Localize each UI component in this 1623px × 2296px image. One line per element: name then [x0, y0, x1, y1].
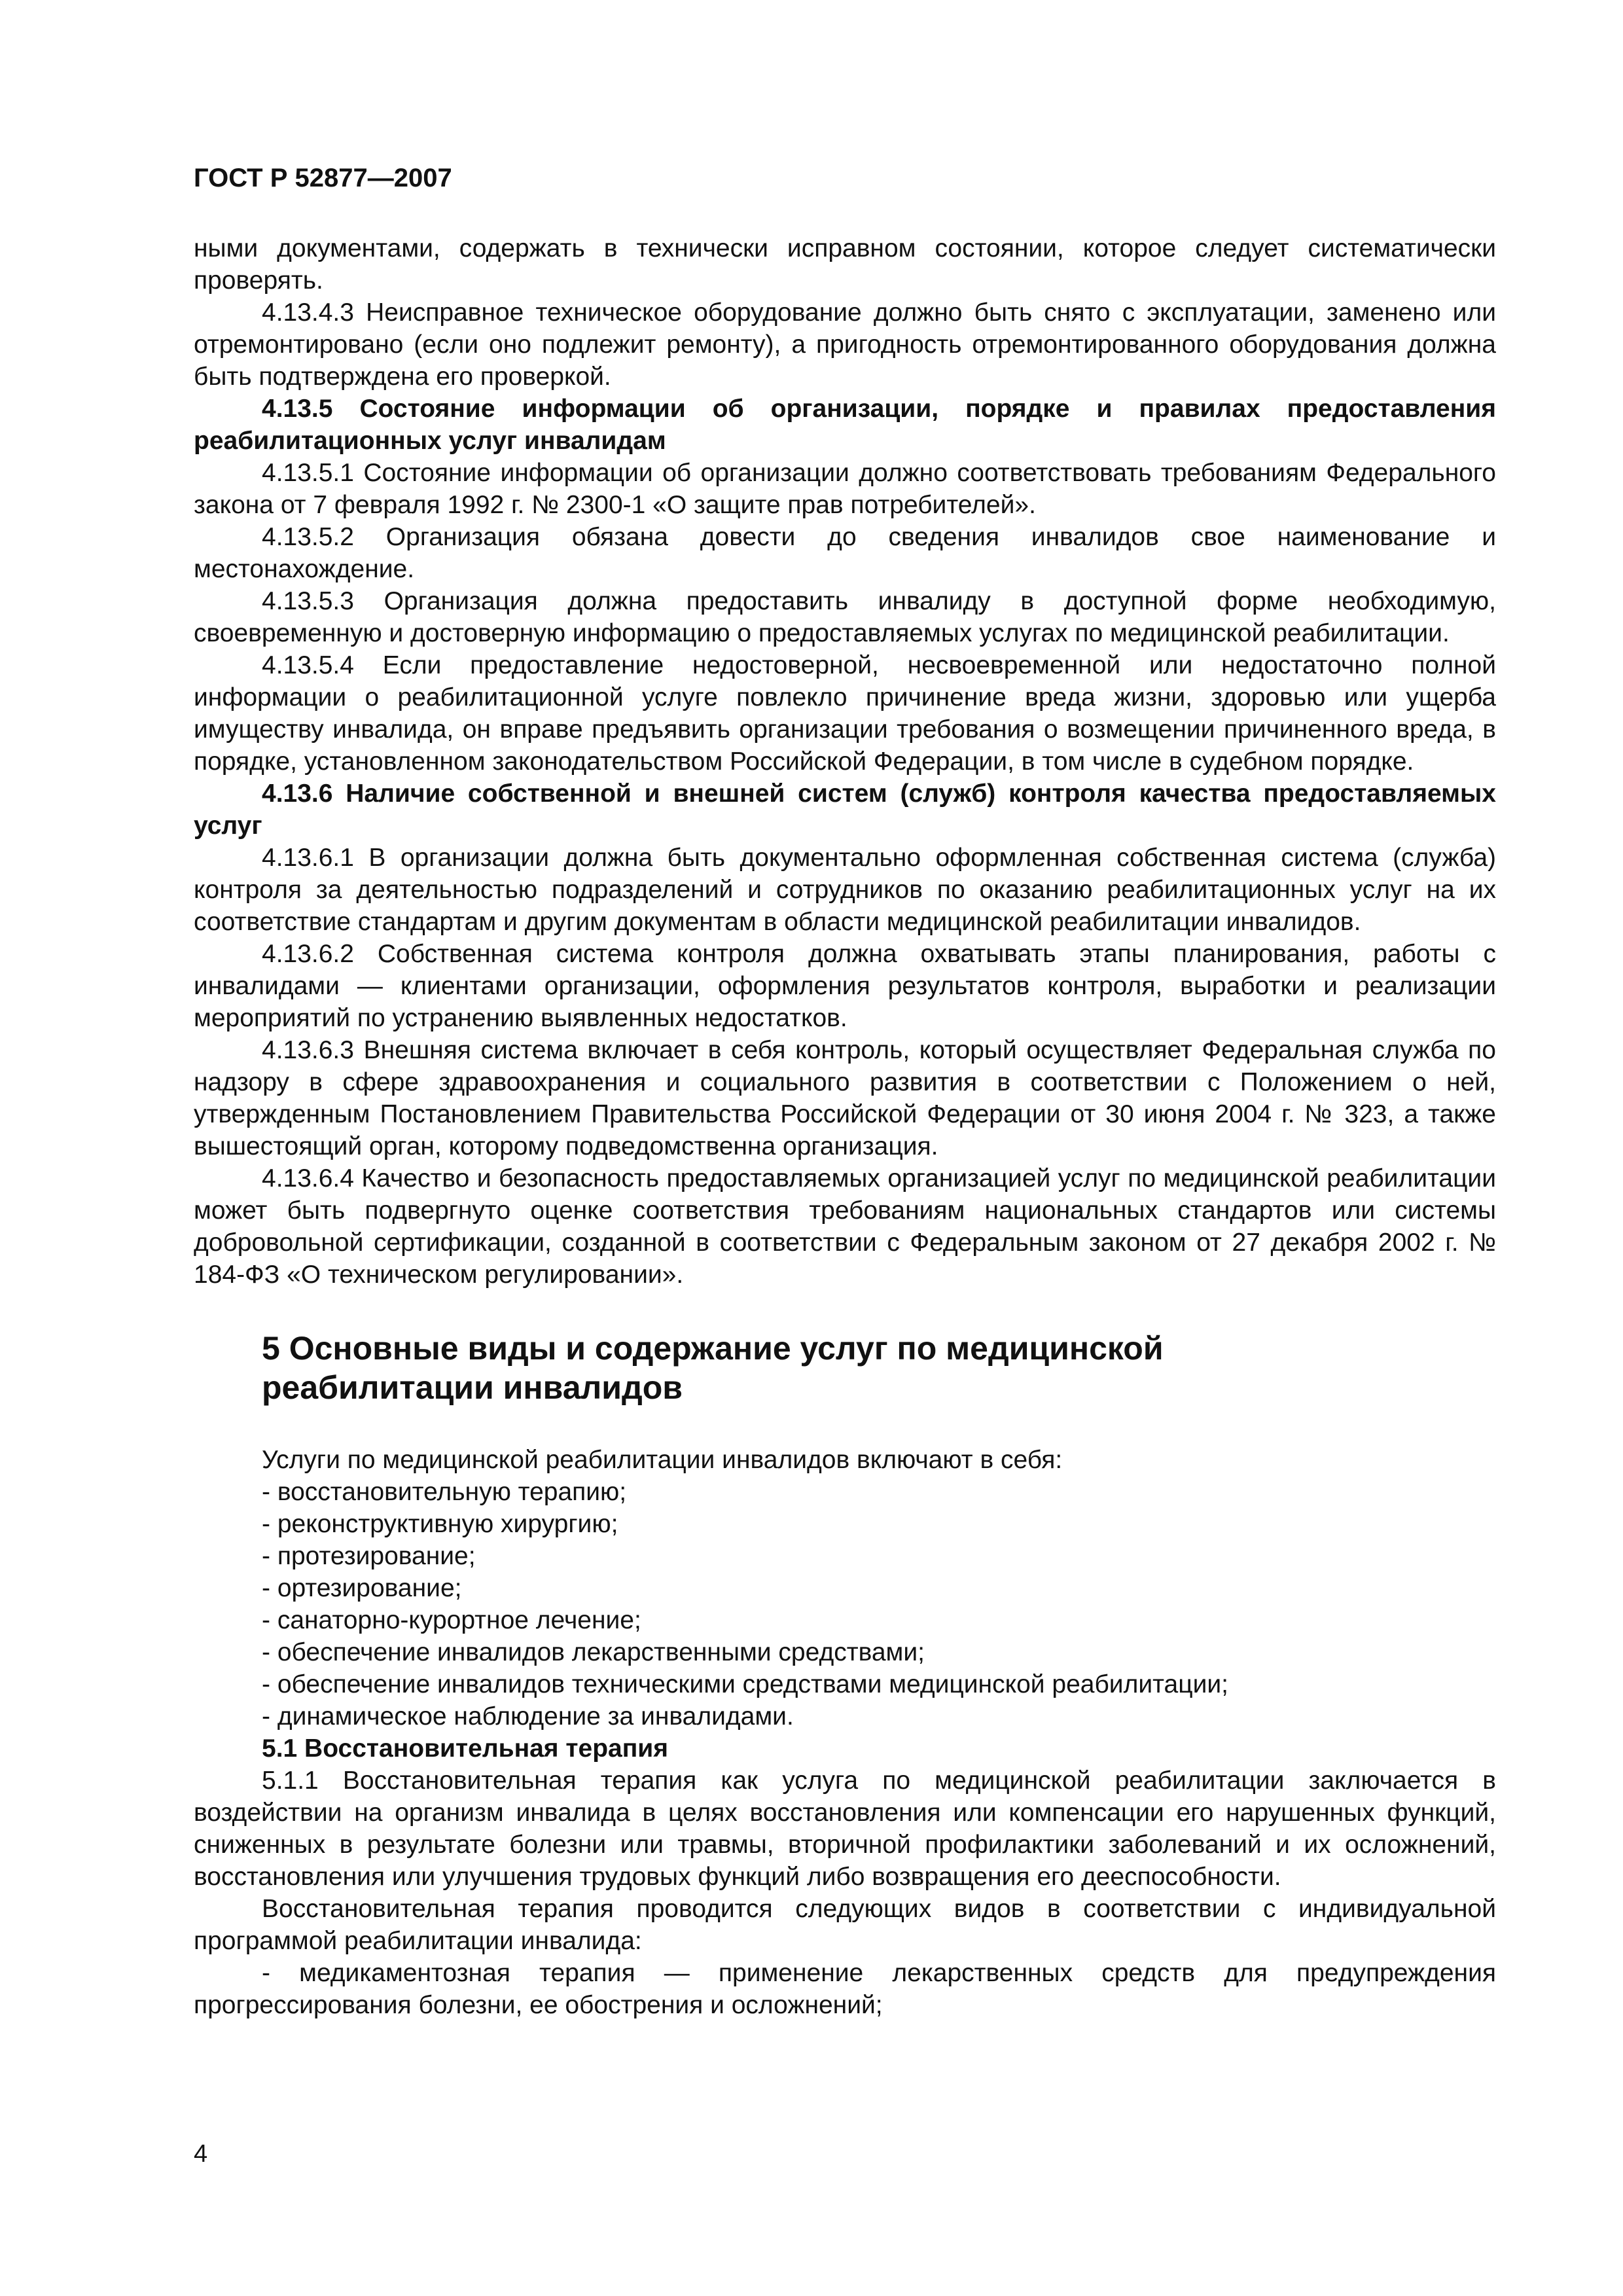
paragraph: 4.13.5.2 Организация обязана довести до сведения инвалидов свое наименование и местонахождение.: [194, 523, 1496, 583]
page-number: 4: [194, 2140, 208, 2168]
section-heading: 5 Основные виды и содержание услуг по медицинской реабилитации инвалидов: [262, 1330, 1164, 1406]
intro-paragraph: Услуги по медицинской реабилитации инвалидов включают в себя:: [262, 1446, 1063, 1474]
list-item: - протезирование;: [262, 1542, 476, 1570]
list-item: - реконструктивную хирургию;: [262, 1510, 618, 1538]
list-item: - санаторно-курортное лечение;: [262, 1606, 641, 1634]
paragraph: 4.13.4.3 Неисправное техническое оборудование должно быть снято с эксплуатации, заменено или отремонтировано (если оно подлежит ремонту), а пригодность отремонтированного оборудования должна быть подтверждена его проверкой.: [194, 298, 1496, 391]
paragraph: 4.13.5.3 Организация должна предоставить инвалиду в доступной форме необходимую, своевременную и достоверную информацию о предоставляемых услугах по медицинской реабилитации.: [194, 587, 1496, 647]
subsection-heading: 5.1 Восстановительная терапия: [262, 1734, 668, 1763]
paragraph: 4.13.5.1 Состояние информации об организации должно соответствовать требованиям Федерального закона от 7 февраля 1992 г. № 2300-1 «О защите прав потребителей».: [194, 459, 1496, 519]
document-header: ГОСТ Р 52877—2007: [194, 164, 452, 192]
subsection-heading: 4.13.5 Состояние информации об организации, порядке и правилах предоставления реабилитационных услуг инвалидам: [194, 395, 1496, 455]
paragraph: 4.13.6.4 Качество и безопасность предоставляемых организацией услуг по медицинской реабилитации может быть подвергнуто оценке соответствия требованиям национальных стандартов или системы добровольной сертификации, созданной в соответствии с Федеральным законом от 27 декабря 2002 г. № 184-ФЗ «О техническом регулировании».: [194, 1164, 1496, 1289]
paragraph: Восстановительная терапия проводится следующих видов в соответствии с индивидуальной программой реабилитации инвалида:: [194, 1895, 1496, 1955]
services-list: [194, 1476, 1496, 1732]
list-item: - обеспечение инвалидов лекарственными средствами;: [262, 1638, 925, 1666]
paragraph: - медикаментозная терапия — применение лекарственных средств для предупреждения прогрессирования болезни, ее обострения и осложнений;: [194, 1959, 1496, 2019]
list-item: - восстановительную терапию;: [262, 1478, 627, 1506]
paragraph: 4.13.6.3 Внешняя система включает в себя контроль, который осуществляет Федеральная служба по надзору в сфере здравоохранения и социального развития в соответствии с Положением о ней, утвержденным Постановлением Правительства Российской Федерации от 30 июня 2004 г. № 323, а также вышестоящий орган, которому подведомственна организация.: [194, 1036, 1496, 1160]
paragraph: 4.13.6.1 В организации должна быть документально оформленная собственная система (служба) контроля за деятельностью подразделений и сотрудников по оказанию реабилитационных услуг на их соответствие стандартам и другим документам в области медицинской реабилитации инвалидов.: [194, 844, 1496, 936]
document-page: [194, 164, 1496, 2021]
list-item: - динамическое наблюдение за инвалидами.: [262, 1702, 794, 1731]
list-item: - ортезирование;: [262, 1574, 462, 1602]
paragraph: 4.13.6.2 Собственная система контроля должна охватывать этапы планирования, работы с инвалидами — клиентами организации, оформления результатов контроля, выработки и реализации мероприятий по устранению выявленных недостатков.: [194, 940, 1496, 1032]
subsection-heading: 4.13.6 Наличие собственной и внешней систем (служб) контроля качества предоставляемых услуг: [194, 780, 1496, 840]
paragraph: ными документами, содержать в технически исправном состоянии, которое следует систематически проверять.: [194, 234, 1496, 295]
paragraph: 5.1.1 Восстановительная терапия как услуга по медицинской реабилитации заключается в воздействии на организм инвалида в целях восстановления или компенсации его нарушенных функций, сниженных в результате болезни или травмы, вторичной профилактики заболеваний и их осложнений, восстановления или улучшения трудовых функций либо возвращения его дееспособности.: [194, 1767, 1496, 1891]
list-item: - обеспечение инвалидов техническими средствами медицинской реабилитации;: [262, 1670, 1228, 1698]
paragraph: 4.13.5.4 Если предоставление недостоверной, несвоевременной или недостаточно полной информации о реабилитационной услуге повлекло причинение вреда жизни, здоровью или ущерба имуществу инвалида, он вправе предъявить организации требования о возмещении причиненного вреда, в порядке, установленном законодательством Российской Федерации, в том числе в судебном порядке.: [194, 651, 1496, 776]
